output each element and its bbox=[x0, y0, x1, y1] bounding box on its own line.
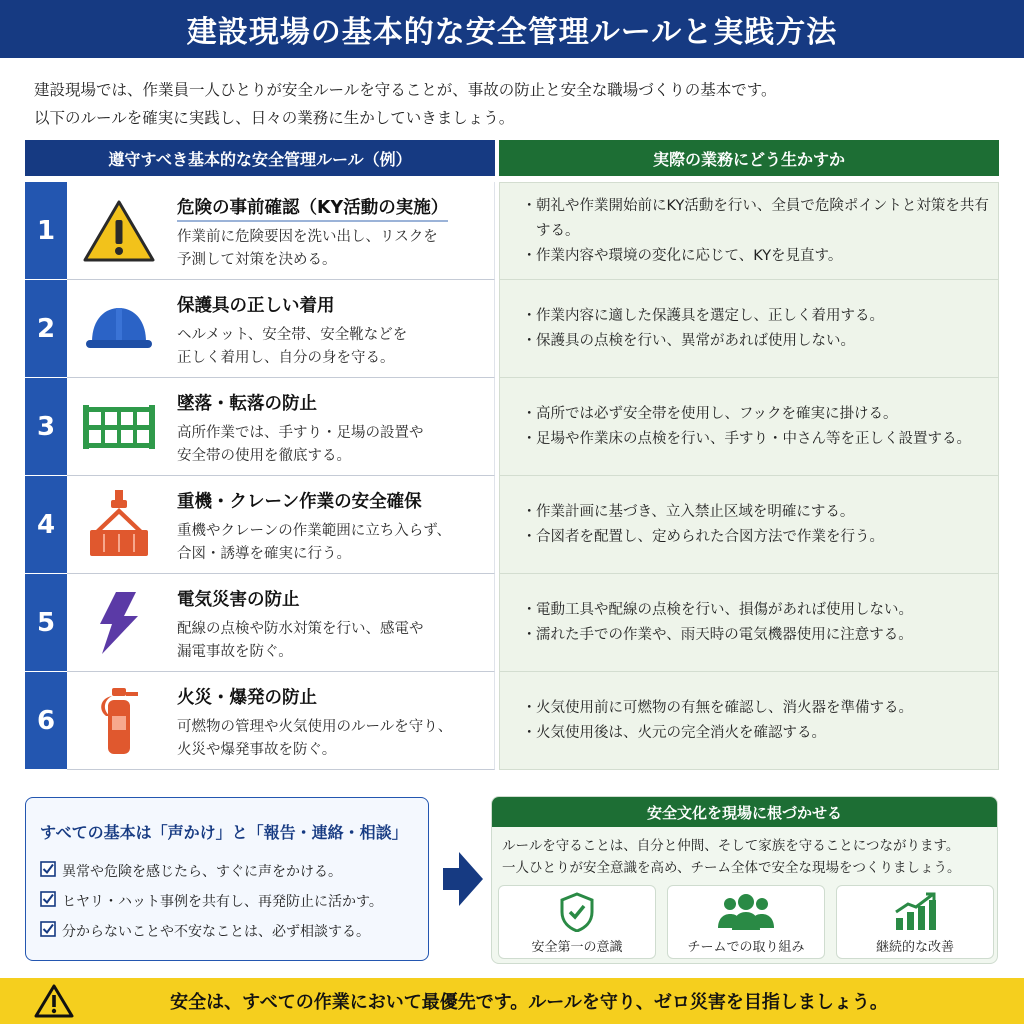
rule-title: 火災・爆発の防止 bbox=[177, 688, 317, 708]
intro-text bbox=[34, 76, 994, 132]
rule-title: 墜落・転落の防止 bbox=[177, 394, 317, 414]
practice-text: 作業内容に適した保護具を選定し、正しく着用する。 bbox=[536, 307, 884, 324]
rule-cell bbox=[67, 476, 495, 574]
checkbox-icon bbox=[40, 861, 62, 881]
footer-message: 安全は、すべての作業において最優先です。ルールを守り、ゼロ災害を目指しましょう。 bbox=[170, 992, 888, 1013]
rule-cell bbox=[67, 574, 495, 672]
practice-item: ・ 作業計画に基づき、立入禁止区域を明確にする。 bbox=[522, 500, 998, 525]
practice-item: ・ 合図者を配置し、定められた合図方法で作業を行う。 bbox=[522, 525, 998, 550]
arrow-right-icon bbox=[441, 844, 485, 914]
rule-description-line: 漏電事故を防ぐ。 bbox=[177, 644, 293, 660]
practice-text: 足場や作業床の点検を行い、手すり・中さん等を正しく設置する。 bbox=[536, 430, 971, 447]
practice-text: 火気使用後は、火元の完全消火を確認する。 bbox=[536, 724, 826, 741]
practice-text: 濡れた手での作業や、雨天時の電気機器使用に注意する。 bbox=[536, 626, 913, 643]
rule-number: 5 bbox=[25, 574, 67, 672]
culture-text bbox=[502, 835, 992, 879]
rule-description-line: 配線の点検や防水対策を行い、感電や bbox=[177, 621, 424, 637]
rule-description bbox=[177, 618, 487, 664]
rule-description-line: ヘルメット、安全帯、安全靴などを bbox=[177, 327, 408, 343]
fire-extinguisher-icon bbox=[79, 686, 159, 756]
rule-cell bbox=[67, 280, 495, 378]
practice-cell bbox=[499, 378, 999, 476]
rule-title: 危険の事前確認（KY活動の実施） bbox=[177, 194, 448, 222]
practice-text: 作業内容や環境の変化に応じて、KYを見直す。 bbox=[536, 247, 843, 264]
practice-text: 朝礼や作業開始前にKY活動を行い、全員で危険ポイントと対策を共有する。 bbox=[536, 197, 989, 239]
team-icon bbox=[668, 892, 824, 932]
practice-text: 高所では必ず安全帯を使用し、フックを確実に掛ける。 bbox=[536, 405, 898, 422]
rule-description bbox=[177, 422, 487, 468]
crane-hook-icon bbox=[79, 490, 159, 560]
culture-tile bbox=[498, 885, 656, 959]
practice-text: 合図者を配置し、定められた合図方法で作業を行う。 bbox=[536, 528, 884, 545]
rule-number: 3 bbox=[25, 378, 67, 476]
rule-row-3 bbox=[25, 378, 999, 476]
rule-cell bbox=[67, 182, 495, 280]
rule-row-4 bbox=[25, 476, 999, 574]
basics-checklist bbox=[40, 856, 420, 946]
guardrail-icon bbox=[79, 392, 159, 462]
checklist-item bbox=[40, 856, 420, 886]
culture-tile bbox=[667, 885, 825, 959]
practice-item: ・ 高所では必ず安全帯を使用し、フックを確実に掛ける。 bbox=[522, 402, 998, 427]
culture-title: 安全文化を現場に根づかせる bbox=[492, 797, 997, 827]
safety-culture-box bbox=[491, 796, 998, 964]
rule-title: 電気災害の防止 bbox=[177, 590, 300, 610]
footer-banner bbox=[0, 978, 1024, 1024]
practice-item: ・ 火気使用後は、火元の完全消火を確認する。 bbox=[522, 721, 998, 746]
practice-text: 電動工具や配線の点検を行い、損傷があれば使用しない。 bbox=[536, 601, 913, 618]
practice-text: 作業計画に基づき、立入禁止区域を明確にする。 bbox=[536, 503, 855, 520]
checklist-text: ヒヤリ・ハット事例を共有し、再発防止に活かす。 bbox=[62, 894, 383, 910]
rule-row-6 bbox=[25, 672, 999, 770]
rule-description-line: 高所作業では、手すり・足場の設置や bbox=[177, 425, 424, 441]
intro-line-2: 以下のルールを確実に実践し、日々の業務に生かしていきましょう。 bbox=[34, 109, 515, 127]
shield-check-icon bbox=[499, 892, 655, 932]
practice-cell bbox=[499, 476, 999, 574]
practice-cell bbox=[499, 182, 999, 280]
page-title: 建設現場の基本的な安全管理ルールと実践方法 bbox=[0, 0, 1024, 58]
rule-title: 重機・クレーン作業の安全確保 bbox=[177, 492, 422, 512]
growth-chart-icon bbox=[837, 892, 993, 932]
practice-item: ・ 電動工具や配線の点検を行い、損傷があれば使用しない。 bbox=[522, 598, 998, 623]
checkbox-icon bbox=[40, 921, 62, 941]
checklist-item bbox=[40, 886, 420, 916]
rule-description-line: 火災や爆発事故を防ぐ。 bbox=[177, 742, 337, 758]
warning-icon bbox=[79, 196, 159, 266]
checklist-item bbox=[40, 916, 420, 946]
rule-description bbox=[177, 520, 487, 566]
rule-description bbox=[177, 716, 487, 762]
rule-description-line: 作業前に危険要因を洗い出し、リスクを bbox=[177, 229, 438, 245]
tile-label: 継続的な改善 bbox=[875, 940, 954, 955]
rule-description bbox=[177, 226, 487, 272]
practice-item: ・ 保護具の点検を行い、異常があれば使用しない。 bbox=[522, 329, 998, 354]
practice-item: ・ 作業内容や環境の変化に応じて、KYを見直す。 bbox=[522, 244, 998, 269]
practice-item: ・ 足場や作業床の点検を行い、手すり・中さん等を正しく設置する。 bbox=[522, 427, 998, 452]
rule-description-line: 正しく着用し、自分の身を守る。 bbox=[177, 350, 395, 366]
intro-line-1: 建設現場では、作業員一人ひとりが安全ルールを守ることが、事故の防止と安全な職場づくりの基本です。 bbox=[34, 81, 777, 99]
rule-description-line: 重機やクレーンの作業範囲に立ち入らず、 bbox=[177, 523, 452, 539]
rule-number: 1 bbox=[25, 182, 67, 280]
rule-number: 6 bbox=[25, 672, 67, 770]
basics-title: すべての基本は「声かけ」と「報告・連絡・相談」 bbox=[40, 823, 408, 842]
practice-text: 火気使用前に可燃物の有無を確認し、消火器を準備する。 bbox=[536, 699, 913, 716]
rule-description-line: 可燃物の管理や火気使用のルールを守り、 bbox=[177, 719, 453, 735]
rule-cell bbox=[67, 378, 495, 476]
practice-column-header: 実際の業務にどう生かすか bbox=[499, 140, 999, 176]
rule-number: 4 bbox=[25, 476, 67, 574]
rule-cell bbox=[67, 672, 495, 770]
practice-cell bbox=[499, 574, 999, 672]
rule-description bbox=[177, 324, 487, 370]
rules-column-header: 遵守すべき基本的な安全管理ルール（例） bbox=[25, 140, 495, 176]
rule-row-2 bbox=[25, 280, 999, 378]
culture-line-2: 一人ひとりが安全意識を高め、チーム全体で安全な現場をつくりましょう。 bbox=[502, 860, 961, 876]
rule-description-line: 合図・誘導を確実に行う。 bbox=[177, 546, 351, 562]
practice-cell bbox=[499, 280, 999, 378]
practice-text: 保護具の点検を行い、異常があれば使用しない。 bbox=[536, 332, 855, 349]
rule-description-line: 予測して対策を決める。 bbox=[177, 252, 337, 268]
rules-table bbox=[25, 182, 999, 770]
tile-label: チームでの取り組み bbox=[687, 940, 805, 955]
rule-row-1 bbox=[25, 182, 999, 280]
practice-cell bbox=[499, 672, 999, 770]
rule-number: 2 bbox=[25, 280, 67, 378]
helmet-icon bbox=[79, 294, 159, 364]
practice-item: ・ 火気使用前に可燃物の有無を確認し、消火器を準備する。 bbox=[522, 696, 998, 721]
rule-title: 保護具の正しい着用 bbox=[177, 296, 335, 316]
checklist-text: 分からないことや不安なことは、必ず相談する。 bbox=[62, 924, 370, 940]
practice-item: ・ 作業内容に適した保護具を選定し、正しく着用する。 bbox=[522, 304, 998, 329]
warning-icon bbox=[34, 984, 74, 1018]
practice-item: ・ 濡れた手での作業や、雨天時の電気機器使用に注意する。 bbox=[522, 623, 998, 648]
lightning-icon bbox=[79, 588, 159, 658]
culture-line-1: ルールを守ることは、自分と仲間、そして家族を守ることにつながります。 bbox=[502, 838, 960, 854]
culture-tiles bbox=[498, 885, 994, 959]
checklist-text: 異常や危険を感じたら、すぐに声をかける。 bbox=[62, 864, 342, 880]
practice-item: ・ 朝礼や作業開始前にKY活動を行い、全員で危険ポイントと対策を共有する。 bbox=[522, 194, 998, 244]
checkbox-icon bbox=[40, 891, 62, 911]
rule-description-line: 安全帯の使用を徹底する。 bbox=[177, 448, 351, 464]
tile-label: 安全第一の意識 bbox=[531, 940, 623, 955]
communication-basics-box bbox=[25, 797, 429, 961]
culture-tile bbox=[836, 885, 994, 959]
rule-row-5 bbox=[25, 574, 999, 672]
